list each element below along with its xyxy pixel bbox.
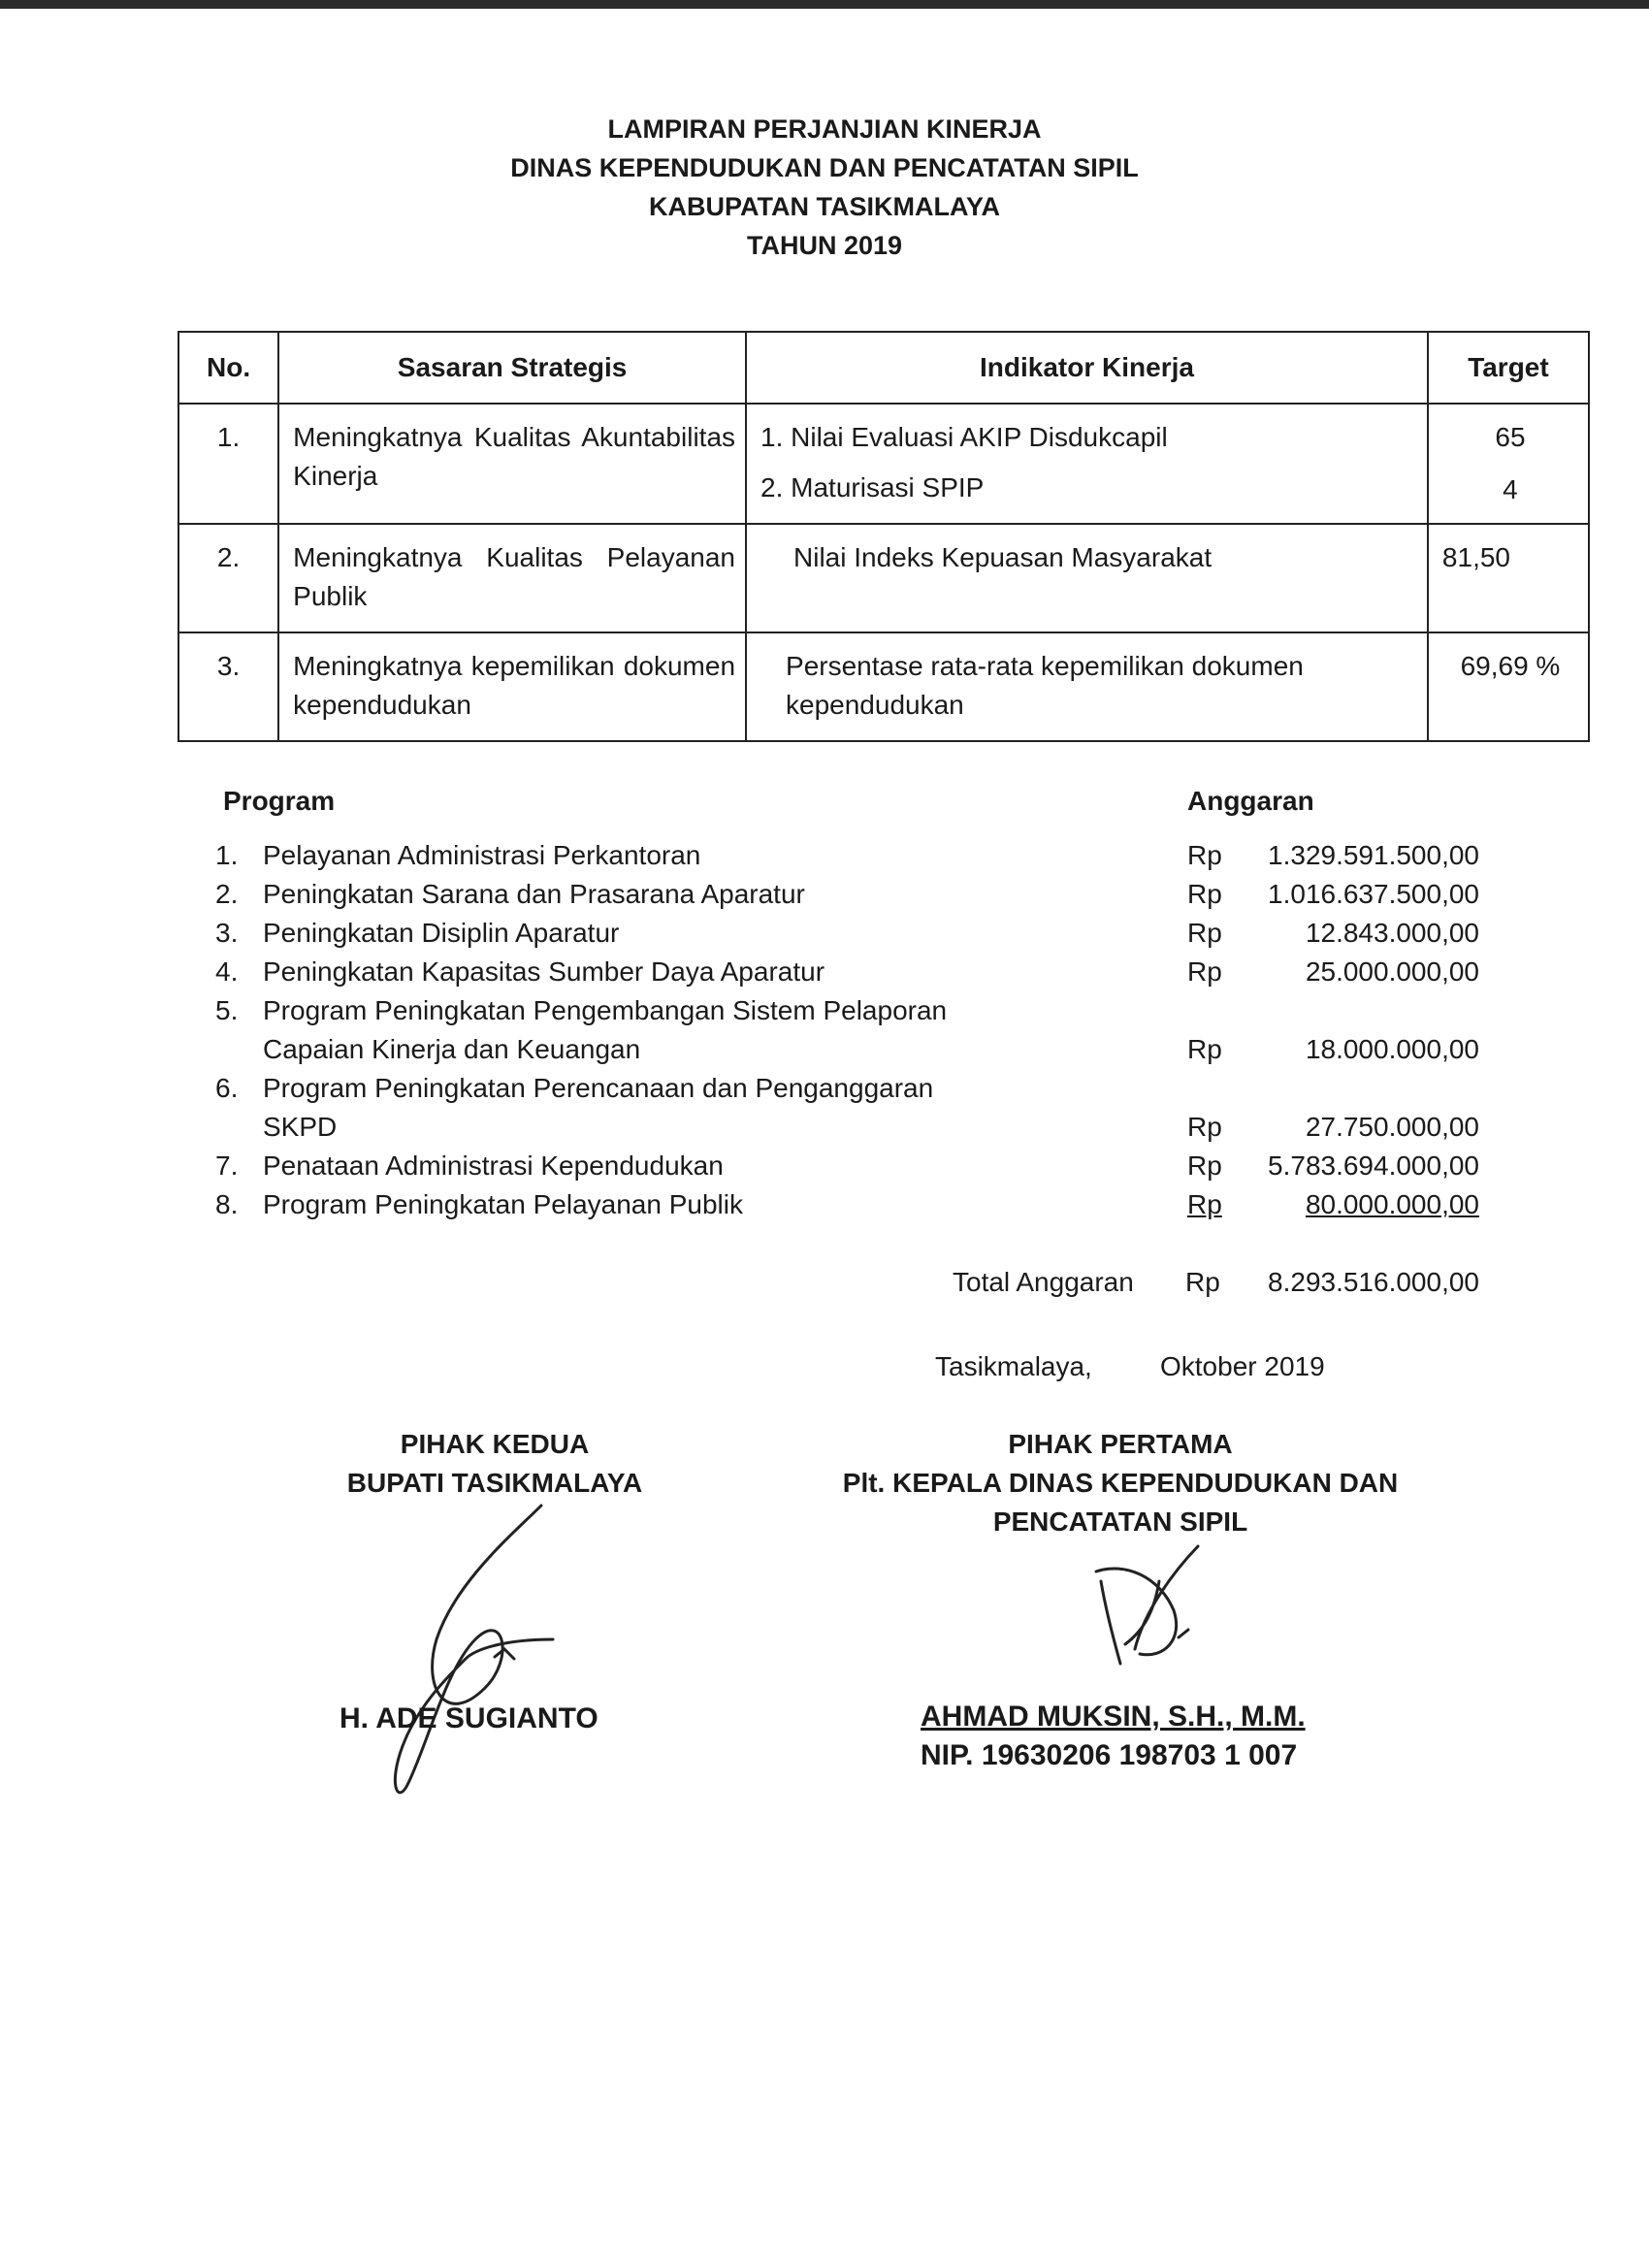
row-target: 81,50 <box>1428 524 1589 632</box>
program-item <box>0 953 1649 991</box>
program-name: Capaian Kinerja dan Keuangan <box>263 1034 641 1064</box>
left-role: PIHAK KEDUA <box>400 1429 590 1459</box>
left-signatory-block <box>281 1425 708 1503</box>
left-signatory-name: H. ADE SUGIANTO <box>340 1702 598 1734</box>
program-item-continuation <box>0 1108 1649 1147</box>
program-name: Program Peningkatan Perencanaan dan Penganggaran <box>263 1073 934 1103</box>
program-number: 1. <box>215 840 239 870</box>
currency-label: Rp <box>1187 1034 1222 1064</box>
program-number: 2. <box>215 879 239 909</box>
left-title: BUPATI TASIKMALAYA <box>346 1468 643 1498</box>
total-amount: 8.293.516.000,00 <box>1268 1267 1479 1297</box>
currency-label: Rp <box>1187 956 1222 987</box>
program-item <box>0 875 1649 914</box>
header-indikator: Indikator Kinerja <box>746 332 1428 404</box>
row-indikator: Persentase rata-rata kepemilikan dokumen kependudukan <box>746 632 1428 741</box>
target-value: 4 <box>1503 474 1518 504</box>
row-no: 2. <box>178 524 278 632</box>
title-line-3: KABUPATAN TASIKMALAYA <box>648 192 1000 221</box>
title-line-2: DINAS KEPENDUDUKAN DAN PENCATATAN SIPIL <box>510 153 1139 182</box>
program-item <box>0 836 1649 875</box>
currency-label: Rp <box>1187 1189 1222 1219</box>
indikator-line: 2. Maturisasi SPIP <box>760 472 985 502</box>
target-value: 65 <box>1495 422 1526 452</box>
anggaran-header: Anggaran <box>1187 786 1314 816</box>
right-signatory-name: AHMAD MUKSIN, S.H., M.M. <box>921 1701 1306 1733</box>
currency-label: Rp <box>1187 879 1222 909</box>
table-header-row <box>178 332 1589 404</box>
program-amount: 1.016.637.500,00 <box>1268 879 1479 909</box>
title-line-4: TAHUN 2019 <box>746 231 903 260</box>
currency-label: Rp <box>1187 1150 1222 1181</box>
program-name: Penataan Administrasi Kependudukan <box>263 1150 724 1181</box>
total-currency: Rp <box>1185 1267 1220 1297</box>
program-number: 8. <box>215 1189 239 1219</box>
program-name: Peningkatan Sarana dan Prasarana Aparatur <box>263 879 805 909</box>
currency-label: Rp <box>1187 918 1222 948</box>
program-amount: 27.750.000,00 <box>1305 1112 1479 1142</box>
program-amount: 5.783.694.000,00 <box>1268 1150 1479 1181</box>
total-label: Total Anggaran <box>953 1267 1134 1297</box>
program-number: 6. <box>215 1073 239 1103</box>
row-indikator <box>746 404 1428 524</box>
program-name: Peningkatan Kapasitas Sumber Daya Aparatur <box>263 956 825 987</box>
program-amount: 18.000.000,00 <box>1305 1034 1479 1064</box>
program-item <box>0 1147 1649 1185</box>
program-item <box>0 991 1649 1030</box>
program-amount: 25.000.000,00 <box>1305 956 1479 987</box>
right-signatory-nip: NIP. 19630206 198703 1 007 <box>921 1739 1298 1771</box>
program-item <box>0 914 1649 953</box>
scan-top-edge <box>0 0 1649 9</box>
row-sasaran: Meningkatnya kepemilikan dokumen kependudukan <box>278 632 746 741</box>
program-amount: 1.329.591.500,00 <box>1268 840 1479 870</box>
place: Tasikmalaya, <box>935 1351 1092 1381</box>
right-signature <box>1067 1533 1222 1678</box>
right-title-line-1: Plt. KEPALA DINAS KEPENDUDUKAN DAN <box>842 1468 1399 1498</box>
program-item <box>0 1069 1649 1108</box>
program-number: 7. <box>215 1150 239 1181</box>
program-name: Pelayanan Administrasi Perkantoran <box>263 840 701 870</box>
program-name: SKPD <box>263 1112 338 1142</box>
program-number: 5. <box>215 995 239 1025</box>
table-row <box>178 404 1589 524</box>
program-amount: 12.843.000,00 <box>1305 918 1479 948</box>
program-item <box>0 1185 1649 1224</box>
program-number: 3. <box>215 918 239 948</box>
date: Oktober 2019 <box>1160 1351 1325 1381</box>
row-indikator: Nilai Indeks Kepuasan Masyarakat <box>746 524 1428 632</box>
table-row <box>178 524 1589 632</box>
left-signature <box>369 1494 582 1814</box>
row-no: 3. <box>178 632 278 741</box>
program-name: Program Peningkatan Pengembangan Sistem Pelaporan <box>263 995 948 1025</box>
program-item-continuation <box>0 1030 1649 1069</box>
header-sasaran: Sasaran Strategis <box>278 332 746 404</box>
right-signatory-block <box>776 1425 1465 1541</box>
row-no: 1. <box>178 404 278 524</box>
table-row <box>178 632 1589 741</box>
document-title <box>0 110 1649 265</box>
row-target <box>1428 404 1589 524</box>
program-header: Program <box>223 786 336 816</box>
program-name: Peningkatan Disiplin Aparatur <box>263 918 620 948</box>
program-amount: 80.000.000,00 <box>1305 1189 1479 1219</box>
program-name: Program Peningkatan Pelayanan Publik <box>263 1189 743 1219</box>
indikator-line: 1. Nilai Evaluasi AKIP Disdukcapil <box>760 422 1168 452</box>
title-line-1: LAMPIRAN PERJANJIAN KINERJA <box>607 114 1042 144</box>
header-target: Target <box>1428 332 1589 404</box>
currency-label: Rp <box>1187 1112 1222 1142</box>
right-role: PIHAK PERTAMA <box>1008 1429 1233 1459</box>
program-number: 4. <box>215 956 239 987</box>
currency-label: Rp <box>1187 840 1222 870</box>
row-target: 69,69 % <box>1428 632 1589 741</box>
performance-table <box>178 331 1590 742</box>
row-sasaran: Meningkatnya Kualitas Pelayanan Publik <box>278 524 746 632</box>
header-no: No. <box>178 332 278 404</box>
row-sasaran: Meningkatnya Kualitas Akuntabilitas Kinerja <box>278 404 746 524</box>
right-title-line-2: PENCATATAN SIPIL <box>992 1507 1248 1537</box>
